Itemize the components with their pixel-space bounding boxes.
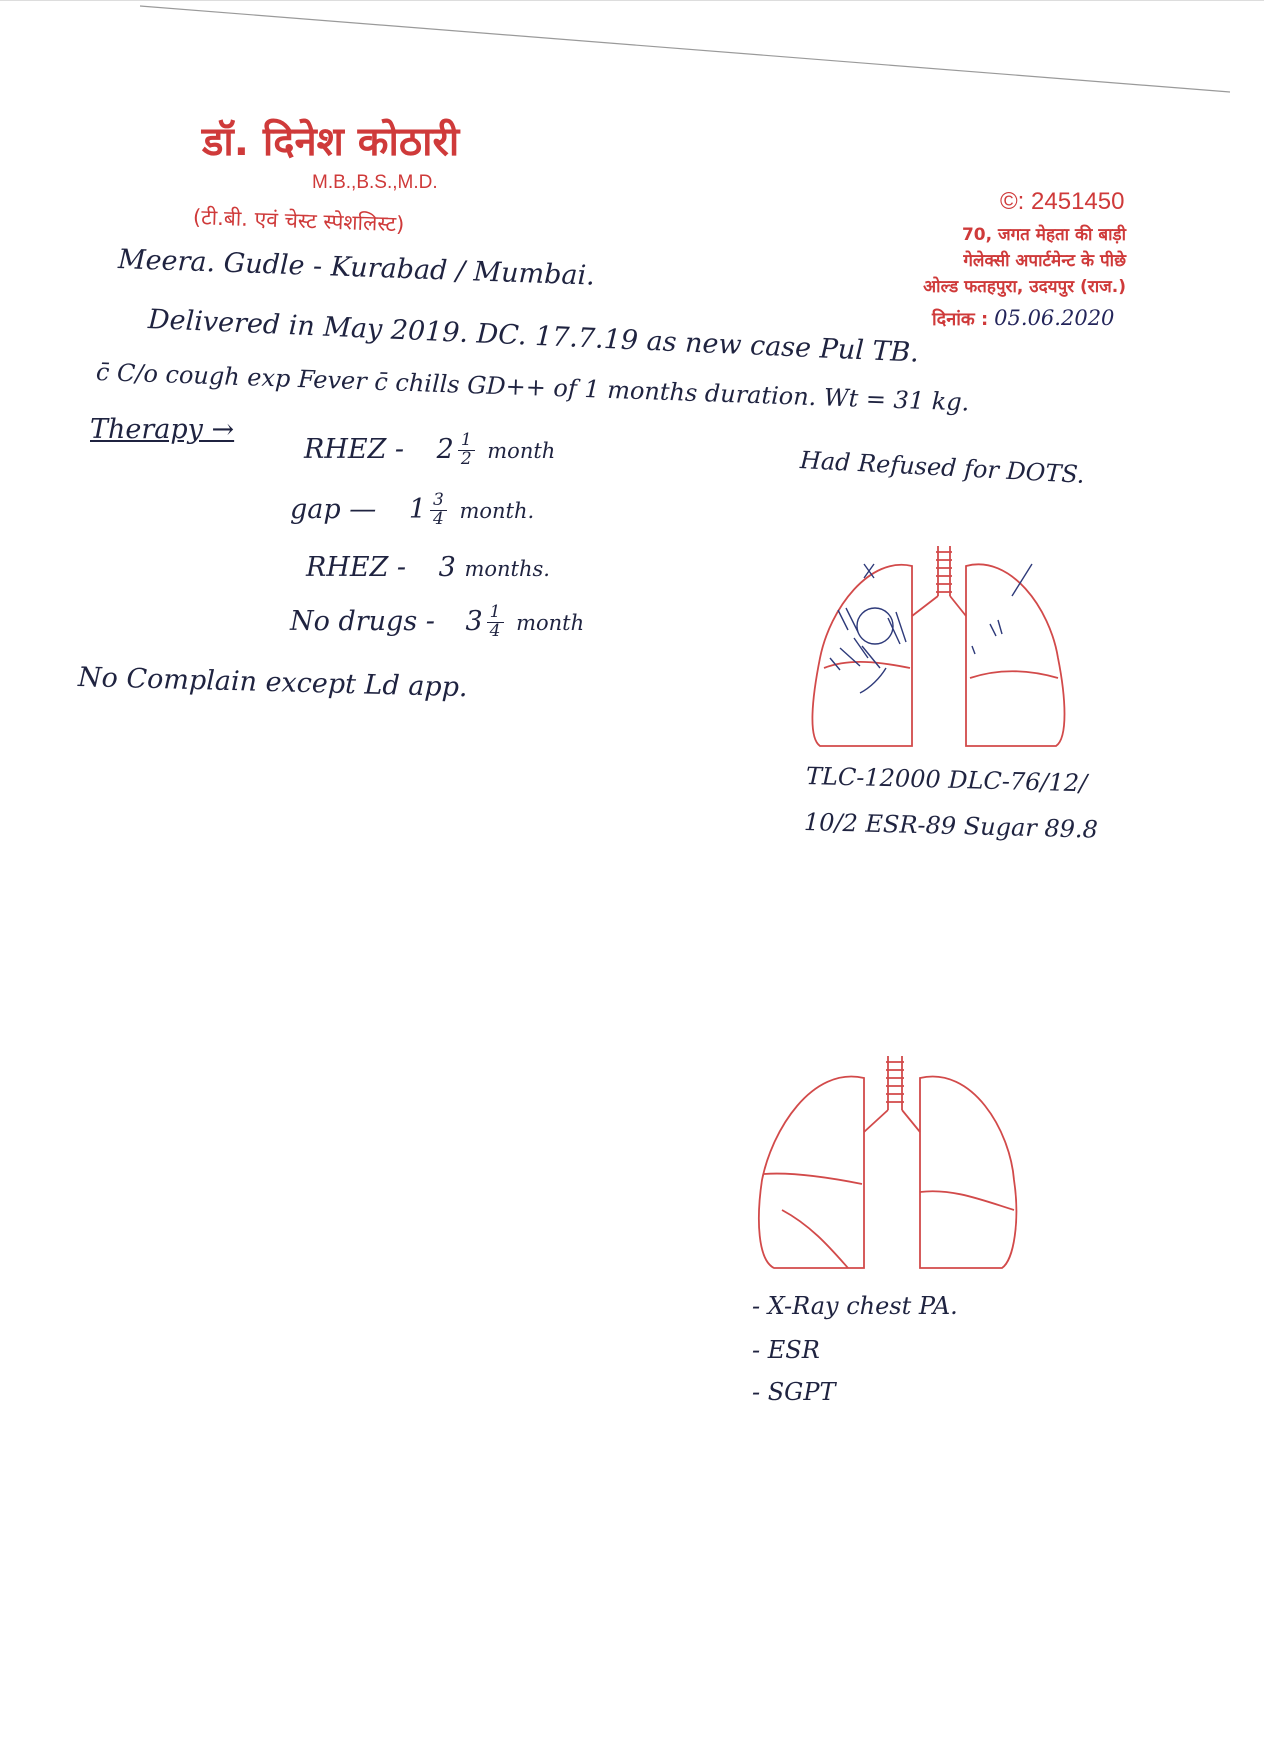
therapy-whole: 2 [436, 433, 454, 465]
therapy-regimen: RHEZ - [304, 433, 405, 465]
doctor-specialty: (टी.बी. एवं चेस्ट स्पेशलिस्ट) [192, 205, 405, 237]
trachea [938, 546, 950, 596]
lesion-strands [860, 668, 886, 693]
investigation-item-esr: - ESR [752, 1336, 820, 1364]
therapy-unit: month [487, 438, 556, 463]
therapy-row-2 [290, 492, 534, 529]
right-lung-outline [812, 565, 912, 746]
history-line-1: Delivered in May 2019. DC. 17.7.19 as new case Pul TB. [147, 304, 920, 369]
therapy-unit: month [516, 610, 585, 635]
therapy-fraction: $\frac{1}{4}$ [487, 604, 504, 641]
lung-diagram-blank [752, 1050, 1022, 1280]
infiltrate-hatching [830, 608, 906, 670]
bronchi [864, 1110, 920, 1132]
labs-line-1: TLC-12000 DLC-76/12/ [805, 762, 1088, 798]
date-label: दिनांक : [932, 309, 989, 330]
right-fissure-lower [782, 1210, 848, 1268]
doctor-name: डॉ. दिनेश कोठारी [202, 119, 460, 165]
therapy-label: Therapy → [90, 414, 235, 445]
patient-line: Meera. Gudle - Kurabad / Mumbai. [117, 244, 596, 292]
therapy-row-4 [290, 604, 584, 641]
left-lesion-marks [972, 620, 1002, 654]
therapy-row-3 [306, 552, 550, 583]
therapy-regimen: gap — [290, 493, 377, 525]
investigation-item-xray: - X-Ray chest PA. [752, 1292, 958, 1320]
therapy-fraction: $\frac{3}{4}$ [430, 492, 447, 529]
address-line-2: गेलेक्सी अपार्टमेन्ट के पीछे [963, 251, 1126, 271]
therapy-row-1 [304, 432, 555, 469]
refused-note: Had Refused for DOTS. [799, 446, 1086, 489]
investigation-item-sgpt: - SGPT [752, 1378, 836, 1406]
date-value: 05.06.2020 [994, 306, 1115, 330]
therapy-unit: months. [464, 557, 550, 581]
therapy-regimen: No drugs - [290, 605, 435, 637]
right-lung-outline [759, 1077, 864, 1268]
therapy-unit: month. [459, 498, 535, 523]
left-fissure [920, 1191, 1014, 1210]
therapy-whole: 3 [438, 552, 456, 583]
left-fissure [970, 671, 1058, 678]
therapy-regimen: RHEZ - [306, 552, 407, 583]
phone-number: ©: 2451450 [1000, 188, 1125, 215]
doctor-degrees: M.B.,B.S.,M.D. [312, 172, 438, 193]
therapy-whole: 3 [465, 605, 483, 637]
date-row [932, 306, 1114, 331]
lung-diagram-annotated [800, 538, 1070, 758]
complaint-line: No Complain except Ld app. [77, 662, 468, 704]
left-lung-outline [920, 1077, 1016, 1268]
cavity-lesion [857, 608, 893, 644]
therapy-fraction: $\frac{1}{2}$ [458, 432, 475, 469]
therapy-whole: 1 [408, 493, 427, 525]
address-line-3: ओल्ड फतहपुरा, उदयपुर (राज.) [923, 277, 1126, 297]
history-line-2: c̄ C/o cough exp Fever c̄ chills GD++ of 1 months duration. Wt = 31 kg. [95, 358, 970, 417]
address-line-1: 70, जगत मेहता की बाड़ी [961, 225, 1126, 245]
bronchi [912, 596, 966, 616]
right-fissure-upper [764, 1174, 862, 1184]
labs-line-2: 10/2 ESR-89 Sugar 89.8 [803, 808, 1099, 844]
